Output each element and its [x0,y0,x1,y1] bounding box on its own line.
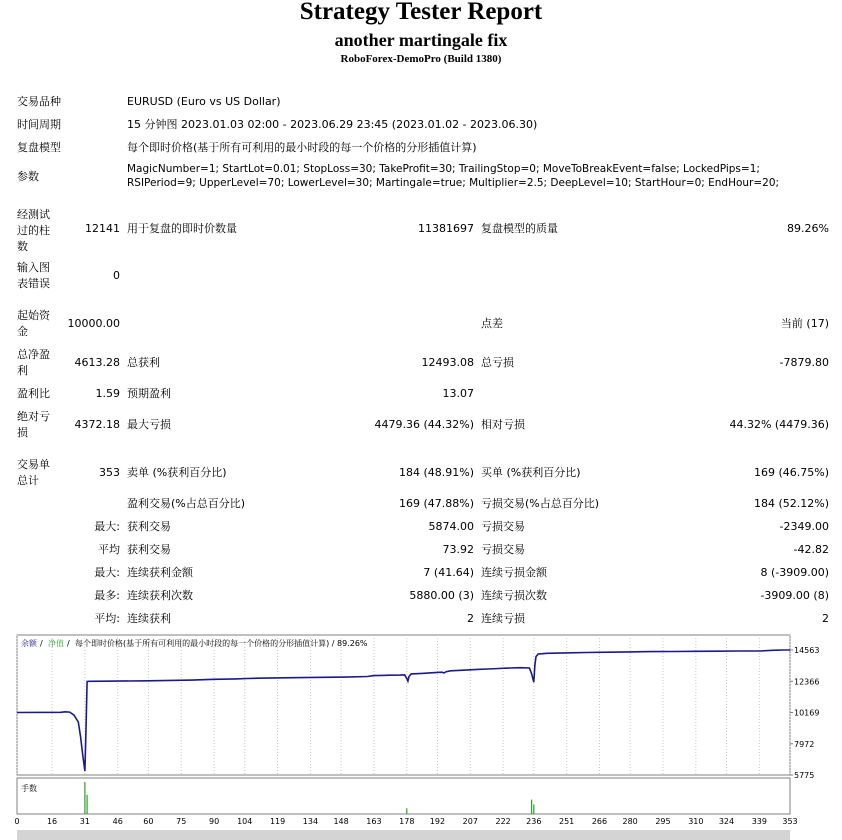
x-tick-label: 163 [366,817,382,826]
x-tick-label: 222 [495,817,511,826]
x-tick-label: 339 [751,817,767,826]
profit-trades-label: 盈利交易(%占总百分比) [127,497,246,510]
largest-win-label: 获利交易 [127,520,171,533]
expected-payoff-label: 预期盈利 [127,387,171,400]
errors-label: 输入图表错误 [17,261,50,290]
model-value: 每个即时价格(基于所有可利用的最小时段的每一个价格的分形插值计算) [127,141,477,154]
params-line-2: RSIPeriod=9; UpperLevel=70; LowerLevel=30; Martingale=true; Multiplier=2.5; DeepLevel=10; StartHour=0; EndHour=20; [127,177,780,189]
expected-payoff-value: 13.07 [442,387,474,400]
y-tick-label: 12366 [794,677,820,687]
average-consecutive-wins-value: 2 [467,612,474,625]
volume-bar [84,782,85,814]
x-tick-label: 280 [622,817,638,826]
profit-factor-value: 1.59 [95,387,120,400]
max-drawdown-value: 4479.36 (44.32%) [374,418,474,431]
consecutive-profit-value: 5880.00 (3) [409,589,474,602]
x-tick-label: 324 [718,817,735,826]
x-tick-label: 0 [14,817,20,826]
average-consecutive-losses-value: 2 [822,612,829,625]
consecutive-losses-amount-value: 8 (-3909.00) [760,566,829,579]
params-line-1: MagicNumber=1; StartLot=0.01; StopLoss=30; TakeProfit=30; TrailingStop=0; MoveToBreakEvent=false; LockedPips=1; [127,163,760,175]
bars-value: 12141 [85,222,120,235]
ticks-value: 11381697 [418,222,474,235]
x-tick-label: 16 [46,817,58,826]
average-loss-value: -42.82 [793,543,829,556]
x-tick-label: 266 [591,817,608,826]
average-consecutive-losses-label: 连续亏损 [481,612,525,625]
consecutive-profit-label: 连续获利次数 [127,589,193,602]
ticks-label: 用于复盘的即时价数量 [127,222,237,235]
volume-bar [406,808,407,814]
period-label: 时间周期 [17,118,61,131]
average-win-label: 获利交易 [127,543,171,556]
x-tick-label: 251 [558,817,575,826]
quality-value: 89.26% [787,222,829,235]
main-plot-frame [17,635,790,775]
x-axis-ticks [14,817,797,826]
gross-profit-value: 12493.08 [421,356,474,369]
x-tick-label: 310 [688,817,704,826]
symbol-value: EURUSD (Euro vs US Dollar) [127,95,281,108]
consecutive-wins-amount-value: 7 (41.64) [423,566,474,579]
chart-header-equity: 净值 [48,639,64,648]
server-build: RoboForex-DemoPro (Build 1380) [340,53,502,65]
max-consecutive-prefix: 最大: [94,566,120,579]
x-tick-label: 236 [526,817,542,826]
largest-loss-value: -2349.00 [779,520,829,533]
x-tick-label: 90 [208,817,220,826]
errors-value: 0 [113,269,120,282]
loss-trades-value: 184 (52.12%) [753,497,829,510]
gross-loss-value: -7879.80 [779,356,829,369]
gross-profit-label: 总获利 [127,356,160,369]
period-value: 15 分钟图 2023.01.03 02:00 - 2023.06.29 23:45 (2023.01.02 - 2023.06.30) [127,118,538,131]
consecutive-loss-label: 连续亏损次数 [481,589,547,602]
scrollbar-track[interactable] [17,830,790,840]
profit-factor-label: 盈利比 [17,387,50,400]
quality-label: 复盘模型的质量 [481,222,558,235]
total-trades-value: 353 [99,466,120,479]
x-tick-label: 104 [237,817,253,826]
volume-bar [533,804,534,814]
net-profit-label: 总净盈利 [17,348,50,377]
params-label: 参数 [17,170,39,183]
long-trades-label: 买单 (%获利百分比) [481,466,581,479]
average-consecutive-wins-label: 连续获利 [127,612,171,625]
x-tick-label: 295 [655,817,671,826]
rel-drawdown-label: 相对亏损 [481,418,525,431]
volume-bar [86,795,87,814]
spread-label: 点差 [481,317,503,330]
x-tick-label: 134 [302,817,319,826]
x-tick-label: 46 [112,817,123,826]
average-prefix: 平均 [98,543,120,556]
x-tick-label: 178 [399,817,415,826]
largest-loss-label: 亏损交易 [481,520,525,533]
consecutive-losses-amount-label: 连续亏损金额 [481,566,547,579]
report-subtitle: another martingale fix [334,30,508,50]
short-trades-value: 184 (48.91%) [398,466,474,479]
x-tick-label: 207 [462,817,478,826]
x-tick-label: 75 [176,817,187,826]
profit-trades-value: 169 (47.88%) [398,497,474,510]
average-consecutive-prefix: 平均: [94,612,120,625]
spread-value: 当前 (17) [780,317,829,330]
loss-trades-label: 亏损交易(%占总百分比) [481,497,600,510]
volume-bar [531,800,532,814]
rel-drawdown-value: 44.32% (4479.36) [729,418,829,431]
most-prefix: 最多: [94,589,120,602]
total-trades-label: 交易单总计 [17,458,50,487]
chart-header-sep-1: / [40,639,43,648]
y-tick-label: 10169 [794,708,820,718]
abs-drawdown-label: 绝对亏损 [17,410,50,439]
bars-label: 经测试过的柱数 [17,208,50,253]
x-tick-label: 192 [429,817,446,826]
x-tick-label: 353 [782,817,798,826]
largest-win-value: 5874.00 [428,520,474,533]
x-tick-label: 119 [269,817,286,826]
chart-header-model: 每个即时价格(基于所有可利用的最小时段的每一个价格的分形插值计算) / 89.26% [75,639,368,648]
x-tick-label: 148 [333,817,349,826]
consecutive-loss-value: -3909.00 (8) [760,589,829,602]
model-label: 复盘模型 [17,141,61,154]
report-title: Strategy Tester Report [299,0,543,25]
long-trades-value: 169 (46.75%) [753,466,829,479]
y-tick-label: 5775 [794,771,815,780]
y-axis-ticks [790,646,819,780]
net-profit-value: 4613.28 [74,356,120,369]
chart-header-balance: 余额 [21,639,37,648]
consecutive-wins-amount-label: 连续获利金额 [127,566,193,579]
average-win-value: 73.92 [442,543,474,556]
chart-header-sep-2: / [67,639,70,648]
symbol-label: 交易品种 [17,95,61,108]
x-tick-label: 60 [143,817,154,826]
volume-plot-frame [17,778,790,814]
largest-prefix: 最大: [94,520,120,533]
average-loss-label: 亏损交易 [481,543,525,556]
y-tick-label: 14563 [794,646,820,655]
deposit-value: 10000.00 [67,317,120,330]
x-tick-label: 31 [79,817,90,826]
short-trades-label: 卖单 (%获利百分比) [127,466,227,479]
volume-label: 手数 [21,784,37,793]
gross-loss-label: 总亏损 [481,356,514,369]
deposit-label: 起始资金 [17,309,50,338]
abs-drawdown-value: 4372.18 [74,418,120,431]
balance-chart [0,632,842,840]
max-drawdown-label: 最大亏损 [127,418,171,431]
y-tick-label: 7972 [794,739,815,749]
